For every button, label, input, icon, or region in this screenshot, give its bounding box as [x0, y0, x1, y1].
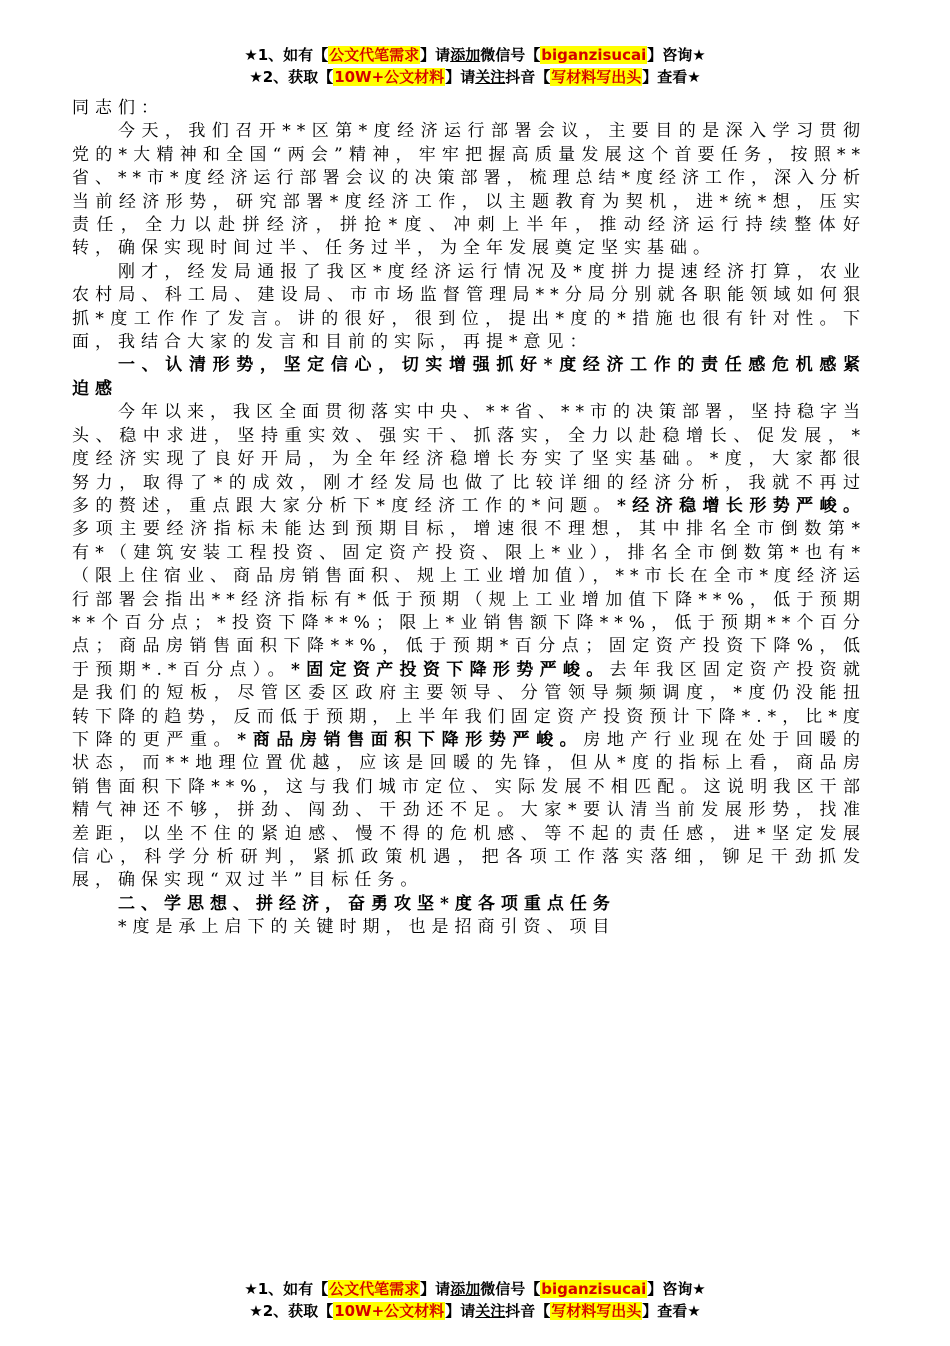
- paragraph-text: 去年我区固定资产投资就是我们的短板，尽管区委区政府主要领导、分管领导频频调度，*度仍没能扭转下降的趋势，反而低于预期，上半年我们固定资产投资预计下降*.*，比*度下降的更严重。: [72, 659, 867, 750]
- banner-text: ★2、获取【: [249, 1302, 334, 1320]
- banner-highlight: biganzisucai: [541, 46, 647, 64]
- paragraph-text: 房地产行业现在处于回暖的状态，而**地理位置优越，应该是回暖的先锋，但从*度的指标上看，商品房销售面积下降**%，这与我们城市定位、实际发展不相匹配。这说明我区干部精气神还不够，拼劲、闯劲、干劲还不足。大家*要认清当前发展形势，找准差距，以坐不住的紧迫感、慢不得的危机感、等不起的责任感，进*坚定发展信心，科学分析研判，紧抓政策机遇，把各项工作落实落细，铆足干劲抓发展，确保实现“双过半”目标任务。: [72, 729, 866, 891]
- banner-underlined: 添加: [450, 46, 481, 64]
- document-body: [72, 97, 866, 940]
- banner-text: 微信号【: [480, 1280, 541, 1298]
- banner-underlined: 关注: [475, 68, 506, 86]
- banner-text: 抖音【: [505, 1302, 551, 1320]
- banner-highlight: biganzisucai: [541, 1280, 647, 1298]
- salutation: 同志们：: [72, 98, 164, 118]
- banner-text: 】咨询★: [647, 1280, 706, 1298]
- banner-text: 抖音【: [505, 68, 551, 86]
- banner-text: ★1、如有【: [244, 46, 329, 64]
- banner-highlight: 公文代笔需求: [329, 1280, 420, 1298]
- banner-text: 】请: [420, 1280, 451, 1298]
- banner-highlight: 写材料写出头: [551, 1302, 642, 1320]
- banner-underlined: 添加: [450, 1280, 481, 1298]
- paragraph-review: 刚才，经发局通报了我区*度经济运行情况及*度拼力提速经济打算，农业农村局、科工局、建设局、市市场监督管理局**分局分别就各职能领域如何狠抓*度工作作了发言。讲的很好，很到位，提出*度的*措施也很有针对性。下面，我结合大家的发言和目前的实际，再提*意见：: [72, 261, 866, 353]
- banner-text: 】请: [420, 46, 451, 64]
- paragraph-opening: 今天，我们召开**区第*度经济运行部署会议，主要目的是深入学习贯彻党的*大精神和全国“两会”精神，牢牢把握高质量发展这个首要任务，按照**省、**市*度经济运行部署会议的决策部署，梳理总结*度经济工作，深入分析当前经济形势，研究部署*度经济工作，以主题教育为契机，进*统*想，压实责任，全力以赴拼经济，拼抢*度、冲刺上半年，推动经济运行持续整体好转，确保实现时间过半、任务过半，为全年发展奠定坚实基础。: [72, 121, 866, 259]
- section-heading-1: 一、认清形势，坚定信心，切实增强抓好*度经济工作的责任感危机感紧迫感: [72, 355, 866, 399]
- paragraph-text: 多项主要经济指标未能达到预期目标，增速很不理想，其中排名全市倒数第*有*（建筑安装工程投资、固定资产投资、限上*业），排名全市倒数第*也有*（限上住宿业、商品房销售面积、规上工业增加值），**市长在全市*度经济运行部署会指出**经济指标有*低于预期（规上工业增加值下降**%，低于预期**个百分点；*投资下降**%；限上*业销售额下降**%，低于预期**个百分点；商品房销售面积下降**%，低于预期*百分点；固定资产投资下降%，低于预期*.*百分点）。: [72, 519, 866, 680]
- banner-text: 】请: [445, 1302, 476, 1320]
- banner-line-2: [0, 66, 950, 88]
- banner-text: 】查看★: [642, 68, 701, 86]
- banner-text: 微信号【: [480, 46, 541, 64]
- banner-highlight: 10W+公文材料: [334, 68, 445, 86]
- banner-line-1: [0, 1278, 950, 1300]
- banner-text: 】查看★: [642, 1302, 701, 1320]
- banner-text: ★2、获取【: [249, 68, 334, 86]
- banner-text: 】请: [445, 68, 476, 86]
- banner-text: 】咨询★: [647, 46, 706, 64]
- banner-highlight: 写材料写出头: [551, 68, 642, 86]
- banner-line-1: [0, 44, 950, 66]
- paragraph-text: 今年以来，我区全面贯彻落实中央、**省、**市的决策部署，坚持稳字当头、稳中求进，坚持重实效、强实干、抓落实，全力以赴稳增长、促发展，*度经济实现了良好开局，为全年经济稳增长夯实了坚实基础。*度，大家都很努力，取得了*的成效，刚才经发局也做了比较详细的经济分析，我就不再过多的赘述，重点跟大家分析下*度经济工作的*问题。: [72, 402, 866, 516]
- bold-point: *商品房销售面积下降形势严峻。: [237, 729, 584, 750]
- bold-point: *经济稳增长形势严峻。: [616, 495, 867, 516]
- banner-highlight: 公文代笔需求: [329, 46, 420, 64]
- bold-point: *固定资产投资下降形势严峻。: [290, 659, 610, 680]
- banner-text: ★1、如有【: [244, 1280, 329, 1298]
- banner-highlight: 10W+公文材料: [334, 1302, 445, 1320]
- bottom-banner: [0, 1278, 950, 1322]
- paragraph-situation: [72, 401, 866, 893]
- paragraph-tasks: *度是承上启下的关键时期，也是招商引资、项目: [118, 917, 616, 938]
- banner-underlined: 关注: [475, 1302, 506, 1320]
- section-heading-2: 二、学思想、拼经济，奋勇攻坚*度各项重点任务: [118, 893, 616, 914]
- top-banner: [0, 44, 950, 88]
- banner-line-2: [0, 1300, 950, 1322]
